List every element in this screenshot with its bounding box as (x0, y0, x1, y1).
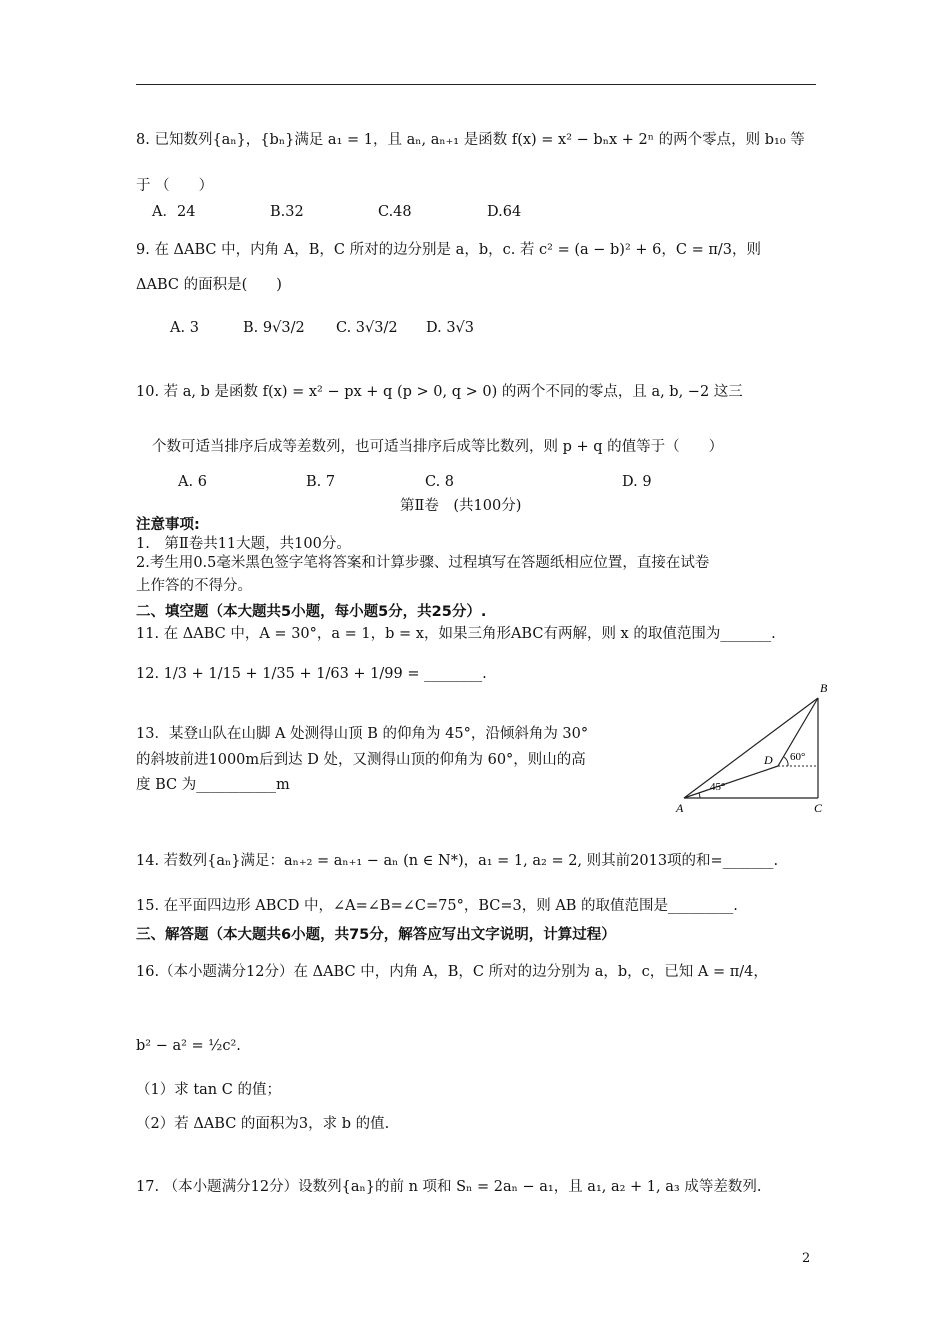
notice-item-2a: 2.考生用0.5毫米黑色签字笔将答案和计算步骤、过程填写在答题纸相应位置，直接在试卷 (136, 555, 710, 571)
mountain-figure (672, 680, 832, 820)
q15: 15. 在平面四边形 ABCD 中，∠A=∠B=∠C=75°，BC=3，则 AB 的取值范围是_________. (136, 898, 738, 914)
q9-option-a: A. 3 (170, 320, 199, 336)
q10-option-a: A. 6 (178, 474, 207, 490)
q14: 14. 若数列{aₙ}满足：aₙ₊₂ = aₙ₊₁ − aₙ (n ∈ N*)，a₁ = 1, a₂ = 2, 则其前2013项的和=_______. (136, 853, 779, 869)
label-c: C (814, 801, 823, 815)
q13-line3: 度 BC 为___________m (136, 777, 290, 793)
ad-line (684, 766, 778, 798)
q8-line2: 于 （ ） (136, 178, 214, 194)
q16-sub1: （1）求 tan C 的值； (136, 1082, 281, 1098)
q8-option-d: D.64 (487, 204, 522, 220)
notice-title: 注意事项: (136, 517, 200, 533)
q10-option-b: B. 7 (306, 474, 336, 490)
q9-option-d: D. 3√3 (426, 320, 475, 336)
angle-arc-a (699, 793, 700, 798)
notice-item-1: 1. 第Ⅱ卷共11大题，共100分。 (136, 536, 351, 552)
q10-option-d: D. 9 (622, 474, 652, 490)
label-a: A (676, 801, 684, 815)
notice-item-2b: 上作答的不得分。 (136, 578, 252, 594)
ab-line (684, 698, 818, 798)
header-rule (136, 84, 816, 85)
q10-line2: 个数可适当排序后成等差数列，也可适当排序后成等比数列，则 p + q 的值等于（ ） (152, 439, 724, 455)
q8-option-c: C.48 (378, 204, 412, 220)
label-d: D (764, 753, 773, 767)
q8-option-a: A．24 (152, 204, 196, 220)
q9-option-c: C. 3√3/2 (336, 320, 398, 336)
section3-heading: 三、解答题（本大题共6小题，共75分，解答应写出文字说明，计算过程） (136, 927, 616, 943)
q16-line1: 16.（本小题满分12分）在 ΔABC 中，内角 A，B，C 所对的边分别为 a，b，c，已知 A = π/4， (136, 964, 768, 980)
q10-line1: 10. 若 a, b 是函数 f(x) = x² − px + q (p > 0, q > 0) 的两个不同的零点，且 a, b, −2 这三 (136, 384, 743, 400)
q16-line2: b² − a² = ½c². (136, 1038, 241, 1054)
q13-line1: 13．某登山队在山脚 A 处测得山顶 B 的仰角为 45°，沿倾斜角为 30° (136, 726, 589, 742)
q9-line2: ΔABC 的面积是( ) (136, 277, 282, 293)
q16-sub2: （2）若 ΔABC 的面积为3，求 b 的值. (136, 1116, 390, 1132)
q13-line2: 的斜坡前进1000m后到达 D 处，又测得山顶的仰角为 60°，则山的高 (136, 752, 586, 768)
q8-option-b: B.32 (270, 204, 304, 220)
angle-45-label: 45° (710, 781, 726, 793)
section2-heading: 二、填空题（本大题共5小题，每小题5分，共25分）. (136, 604, 487, 620)
part2-title: 第Ⅱ卷 (共100分) (400, 498, 522, 514)
angle-arc-d (784, 757, 788, 766)
q17: 17. （本小题满分12分）设数列{aₙ}的前 n 项和 Sₙ = 2aₙ − a₁，且 a₁, a₂ + 1, a₃ 成等差数列. (136, 1179, 762, 1195)
q12: 12. 1/3 + 1/15 + 1/35 + 1/63 + 1/99 = ________. (136, 666, 487, 682)
page-number: 2 (802, 1251, 811, 1266)
label-b: B (820, 681, 828, 695)
q8-line1: 8. 已知数列{aₙ}，{bₙ}满足 a₁ = 1，且 aₙ, aₙ₊₁ 是函数 f(x) = x² − bₙx + 2ⁿ 的两个零点，则 b₁₀ 等 (136, 132, 805, 148)
q10-option-c: C. 8 (425, 474, 455, 490)
angle-60-label: 60° (790, 751, 806, 763)
q9-option-b: B. 9√3/2 (243, 320, 305, 336)
q11: 11. 在 ΔABC 中，A = 30°，a = 1，b = x，如果三角形ABC有两解，则 x 的取值范围为_______. (136, 626, 776, 642)
q9-line1: 9. 在 ΔABC 中，内角 A，B，C 所对的边分别是 a，b，c. 若 c² = (a − b)² + 6，C = π/3，则 (136, 242, 761, 258)
